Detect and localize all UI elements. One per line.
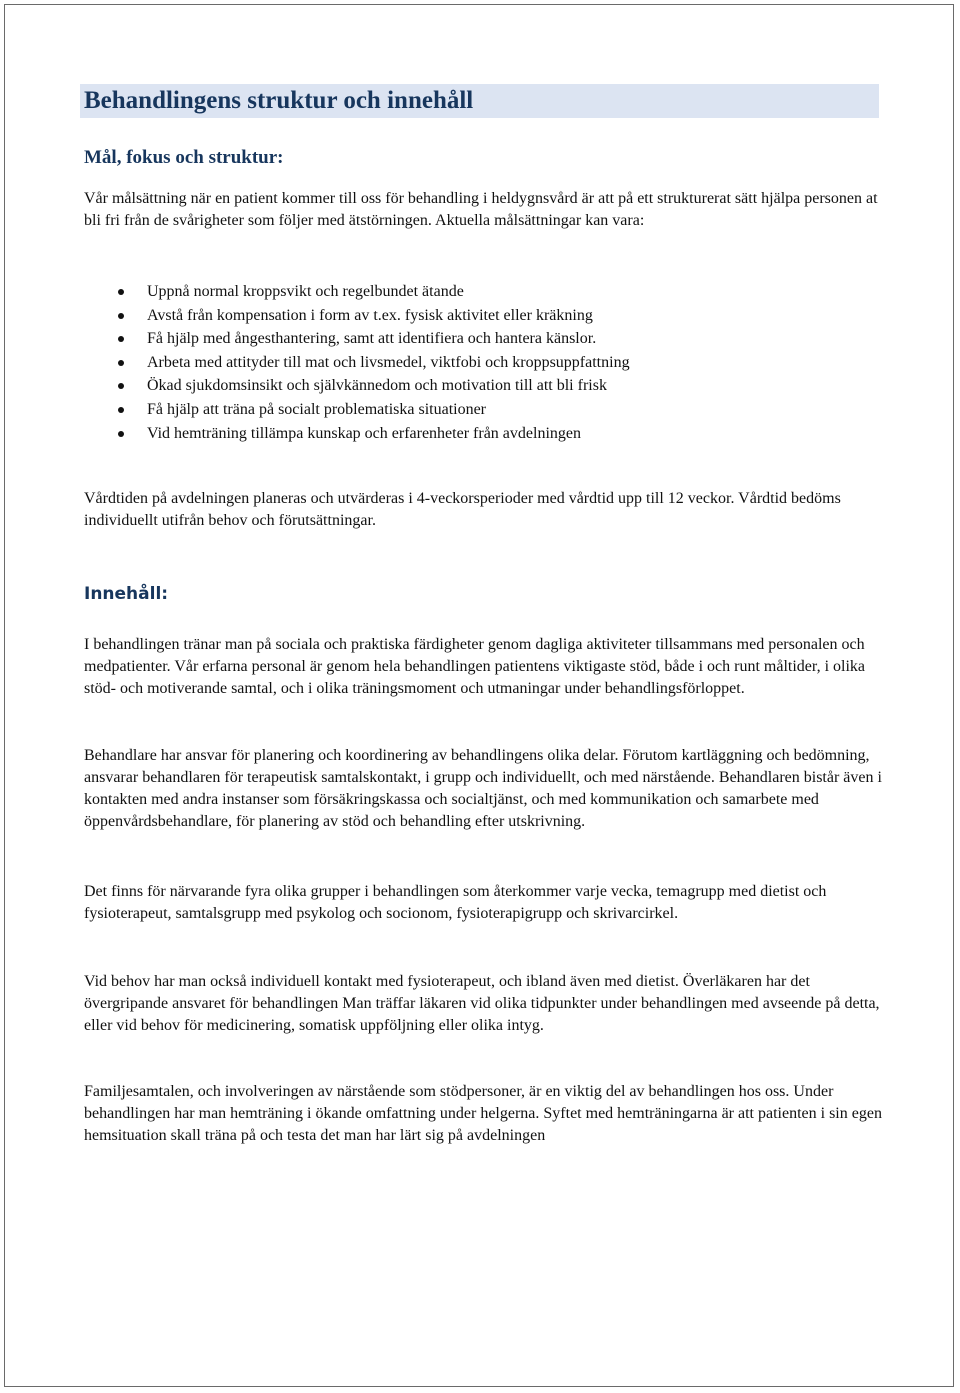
list-item	[84, 304, 884, 328]
bullet-icon	[118, 289, 124, 295]
goal-text: Få hjälp med ångesthantering, samt att identifiera och hantera känslor.	[147, 330, 597, 348]
bullet-icon	[118, 383, 124, 389]
goal-text: Uppnå normal kroppsvikt och regelbundet ätande	[147, 283, 464, 300]
bullet-icon	[118, 313, 124, 319]
content-paragraph: Familjesamtalen, och involveringen av närstående som stödpersoner, är en viktig del av behandlingen hos oss. Under behandlingen har man hemträning i ökande omfattning under helgerna. Syftet med hemträningarna är att patienten i sin egen hemsituation skall träna på och testa det man har lärt sig på avdelningen	[84, 1083, 882, 1144]
goal-text: Få hjälp att träna på socialt problematiska situationer	[147, 400, 487, 418]
content-paragraph: Vid behov har man också individuell kontakt med fysioterapeut, och ibland även med dietist. Överläkaren har det övergripande ansvaret för behandlingen Man träffar läkaren vid olika tidpunkter under behandlingen med avseende på detta, eller vid behov för medicinering, somatisk uppföljning eller olika intyg.	[84, 973, 880, 1034]
goal-text: Ökad sjukdomsinsikt och självkännedom och motivation till att bli frisk	[147, 377, 607, 395]
content-paragraph: I behandlingen tränar man på sociala och praktiska färdigheter genom dagliga aktiviteter tillsammans med personalen och medpatienter. Vår erfarna personal är genom hela behandlingen patientens viktigaste stöd, både i och runt måltider, i olika stöd- och motiverande samtal, och i olika träningsmoment och utmaningar under behandlingsförloppet.	[84, 636, 866, 697]
list-item	[84, 351, 884, 375]
goal-text: Vid hemträning tillämpa kunskap och erfarenheter från avdelningen	[147, 424, 581, 442]
list-item	[84, 327, 884, 351]
goals-intro-paragraph: Vår målsättning när en patient kommer till oss för behandling i heldygnsvård är att på ett strukturerat sätt hjälpa personen at bli fri från de svårigheter som följer med ätstörningen. Aktuella målsättningar kan vara:	[84, 190, 878, 229]
goals-list	[84, 280, 884, 445]
content-heading: Innehåll:	[84, 584, 169, 604]
document-title: Behandlingens struktur och innehåll	[84, 87, 474, 114]
goal-text: Arbeta med attityder till mat och livsmedel, viktfobi och kroppsuppfattning	[147, 353, 630, 371]
care-time-paragraph: Vårdtiden på avdelningen planeras och utvärderas i 4-veckorsperioder med vårdtid upp till 12 veckor. Vårdtid bedöms individuellt utifrån behov och förutsättningar.	[84, 490, 841, 529]
list-item	[84, 280, 884, 304]
content-paragraph: Det finns för närvarande fyra olika grupper i behandlingen som återkommer varje vecka, temagrupp med dietist och fysioterapeut, samtalsgrupp med psykolog och socionom, fysioterapigrupp och skrivarcirkel.	[84, 883, 827, 922]
bullet-icon	[118, 431, 124, 437]
bullet-icon	[118, 336, 124, 342]
list-item	[84, 398, 884, 422]
goal-text: Avstå från kompensation i form av t.ex. fysisk aktivitet eller kräkning	[147, 306, 593, 324]
content-paragraph: Behandlare har ansvar för planering och koordinering av behandlingens olika delar. Förutom kartläggning och bedömning, ansvarar behandlaren för terapeutisk samtalskontakt, i grupp och individuellt, och med närstående. Behandlaren bistår även i kontakten med andra instanser som försäkringskassa och socialtjänst, och med kommunikation och samarbete med öppenvårdsbehandlare, för planering av stöd och behandling efter utskrivning.	[84, 747, 882, 830]
list-item	[84, 422, 884, 446]
list-item	[84, 374, 884, 398]
goals-heading: Mål, fokus och struktur:	[84, 147, 284, 168]
bullet-icon	[118, 360, 124, 366]
bullet-icon	[118, 407, 124, 413]
